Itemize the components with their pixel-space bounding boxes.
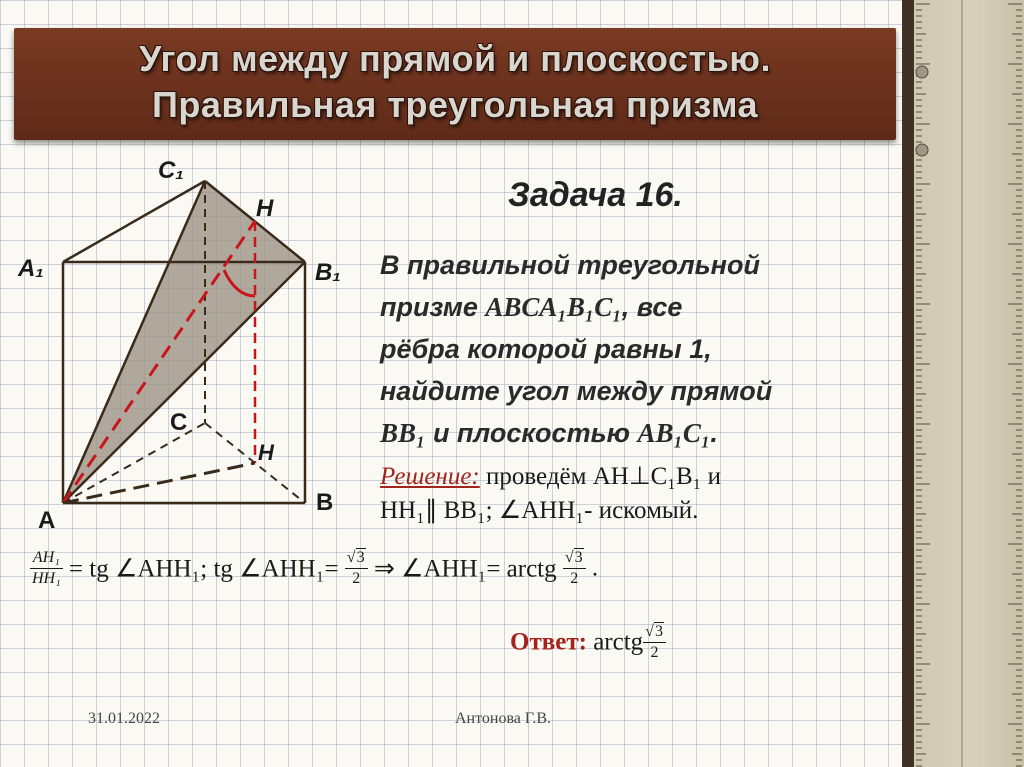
answer-line — [510, 622, 666, 663]
prism-name: ABCA₁B₁C₁ — [485, 292, 622, 322]
answer-text: arctg — [593, 628, 644, 656]
label-a1: A₁ — [18, 255, 44, 282]
answer-fraction: $\frac{√3}{2}$ — [643, 622, 666, 663]
formula-part1: = tg ∠AHH₁; tg ∠AHH₁= — [68, 555, 339, 583]
label-a: A — [38, 507, 56, 534]
solution-line-2: HH₁∥ BB₁; ∠AHH₁- искомый. — [380, 497, 699, 524]
footer-date: 31.01.2022 — [88, 710, 160, 727]
label-h1: H — [258, 440, 274, 465]
formula-part2: ⇒ ∠AHH₁= arctg — [373, 555, 557, 583]
ruler-decoration — [902, 0, 1024, 767]
fraction-ah1-hh1: $\frac{\text{AH₁}}{\text{HH₁}}$ — [32, 549, 61, 587]
label-c1: C₁ — [158, 157, 184, 184]
fraction-arctg: $\frac{√3}{2}$ — [563, 548, 586, 589]
task-line-1: В правильной треугольной — [380, 250, 760, 280]
title-line-2: Правильная треугольная призма — [151, 84, 759, 125]
label-c: C — [170, 409, 188, 436]
ruler-ticks — [902, 0, 1024, 767]
formula-line: $\frac{\text{AH₁}}{\text{HH₁}}$ = tg ∠AHH₁; tg ∠AHH₁= $\frac{√3}{2}$ ⇒ ∠AHH₁= arctg $\frac{√3}{2}$ . — [32, 549, 599, 587]
solution-block — [380, 460, 890, 528]
title-banner — [14, 28, 896, 140]
title-line-1: Угол между прямой и плоскостью. — [139, 38, 771, 79]
task-line-5: BB₁ и плоскостью AB₁C₁. — [380, 418, 718, 448]
answer-label: Ответ: — [510, 628, 587, 656]
task-line-4: найдите угол между прямой — [380, 376, 773, 406]
footer-author: Антонова Г.В. — [455, 710, 552, 727]
fraction-sqrt3-2: $\frac{√3}{2}$ — [345, 548, 368, 589]
task-statement — [380, 244, 890, 454]
solution-line-1: Решение: проведём AH⊥C₁B₁ и — [380, 463, 722, 490]
task-line-2: призме ABCA₁B₁C₁, все — [380, 292, 683, 322]
solution-label: Решение: — [380, 463, 480, 490]
task-title: Задача 16. — [508, 176, 683, 214]
label-b1: B₁ — [315, 259, 341, 286]
task-line-3: рёбра которой равны 1, — [380, 334, 712, 364]
label-b: B — [316, 489, 334, 516]
line-bb1: BB₁ — [380, 418, 426, 448]
plane-name: AB₁C₁ — [637, 418, 711, 448]
label-h: H — [256, 195, 274, 222]
